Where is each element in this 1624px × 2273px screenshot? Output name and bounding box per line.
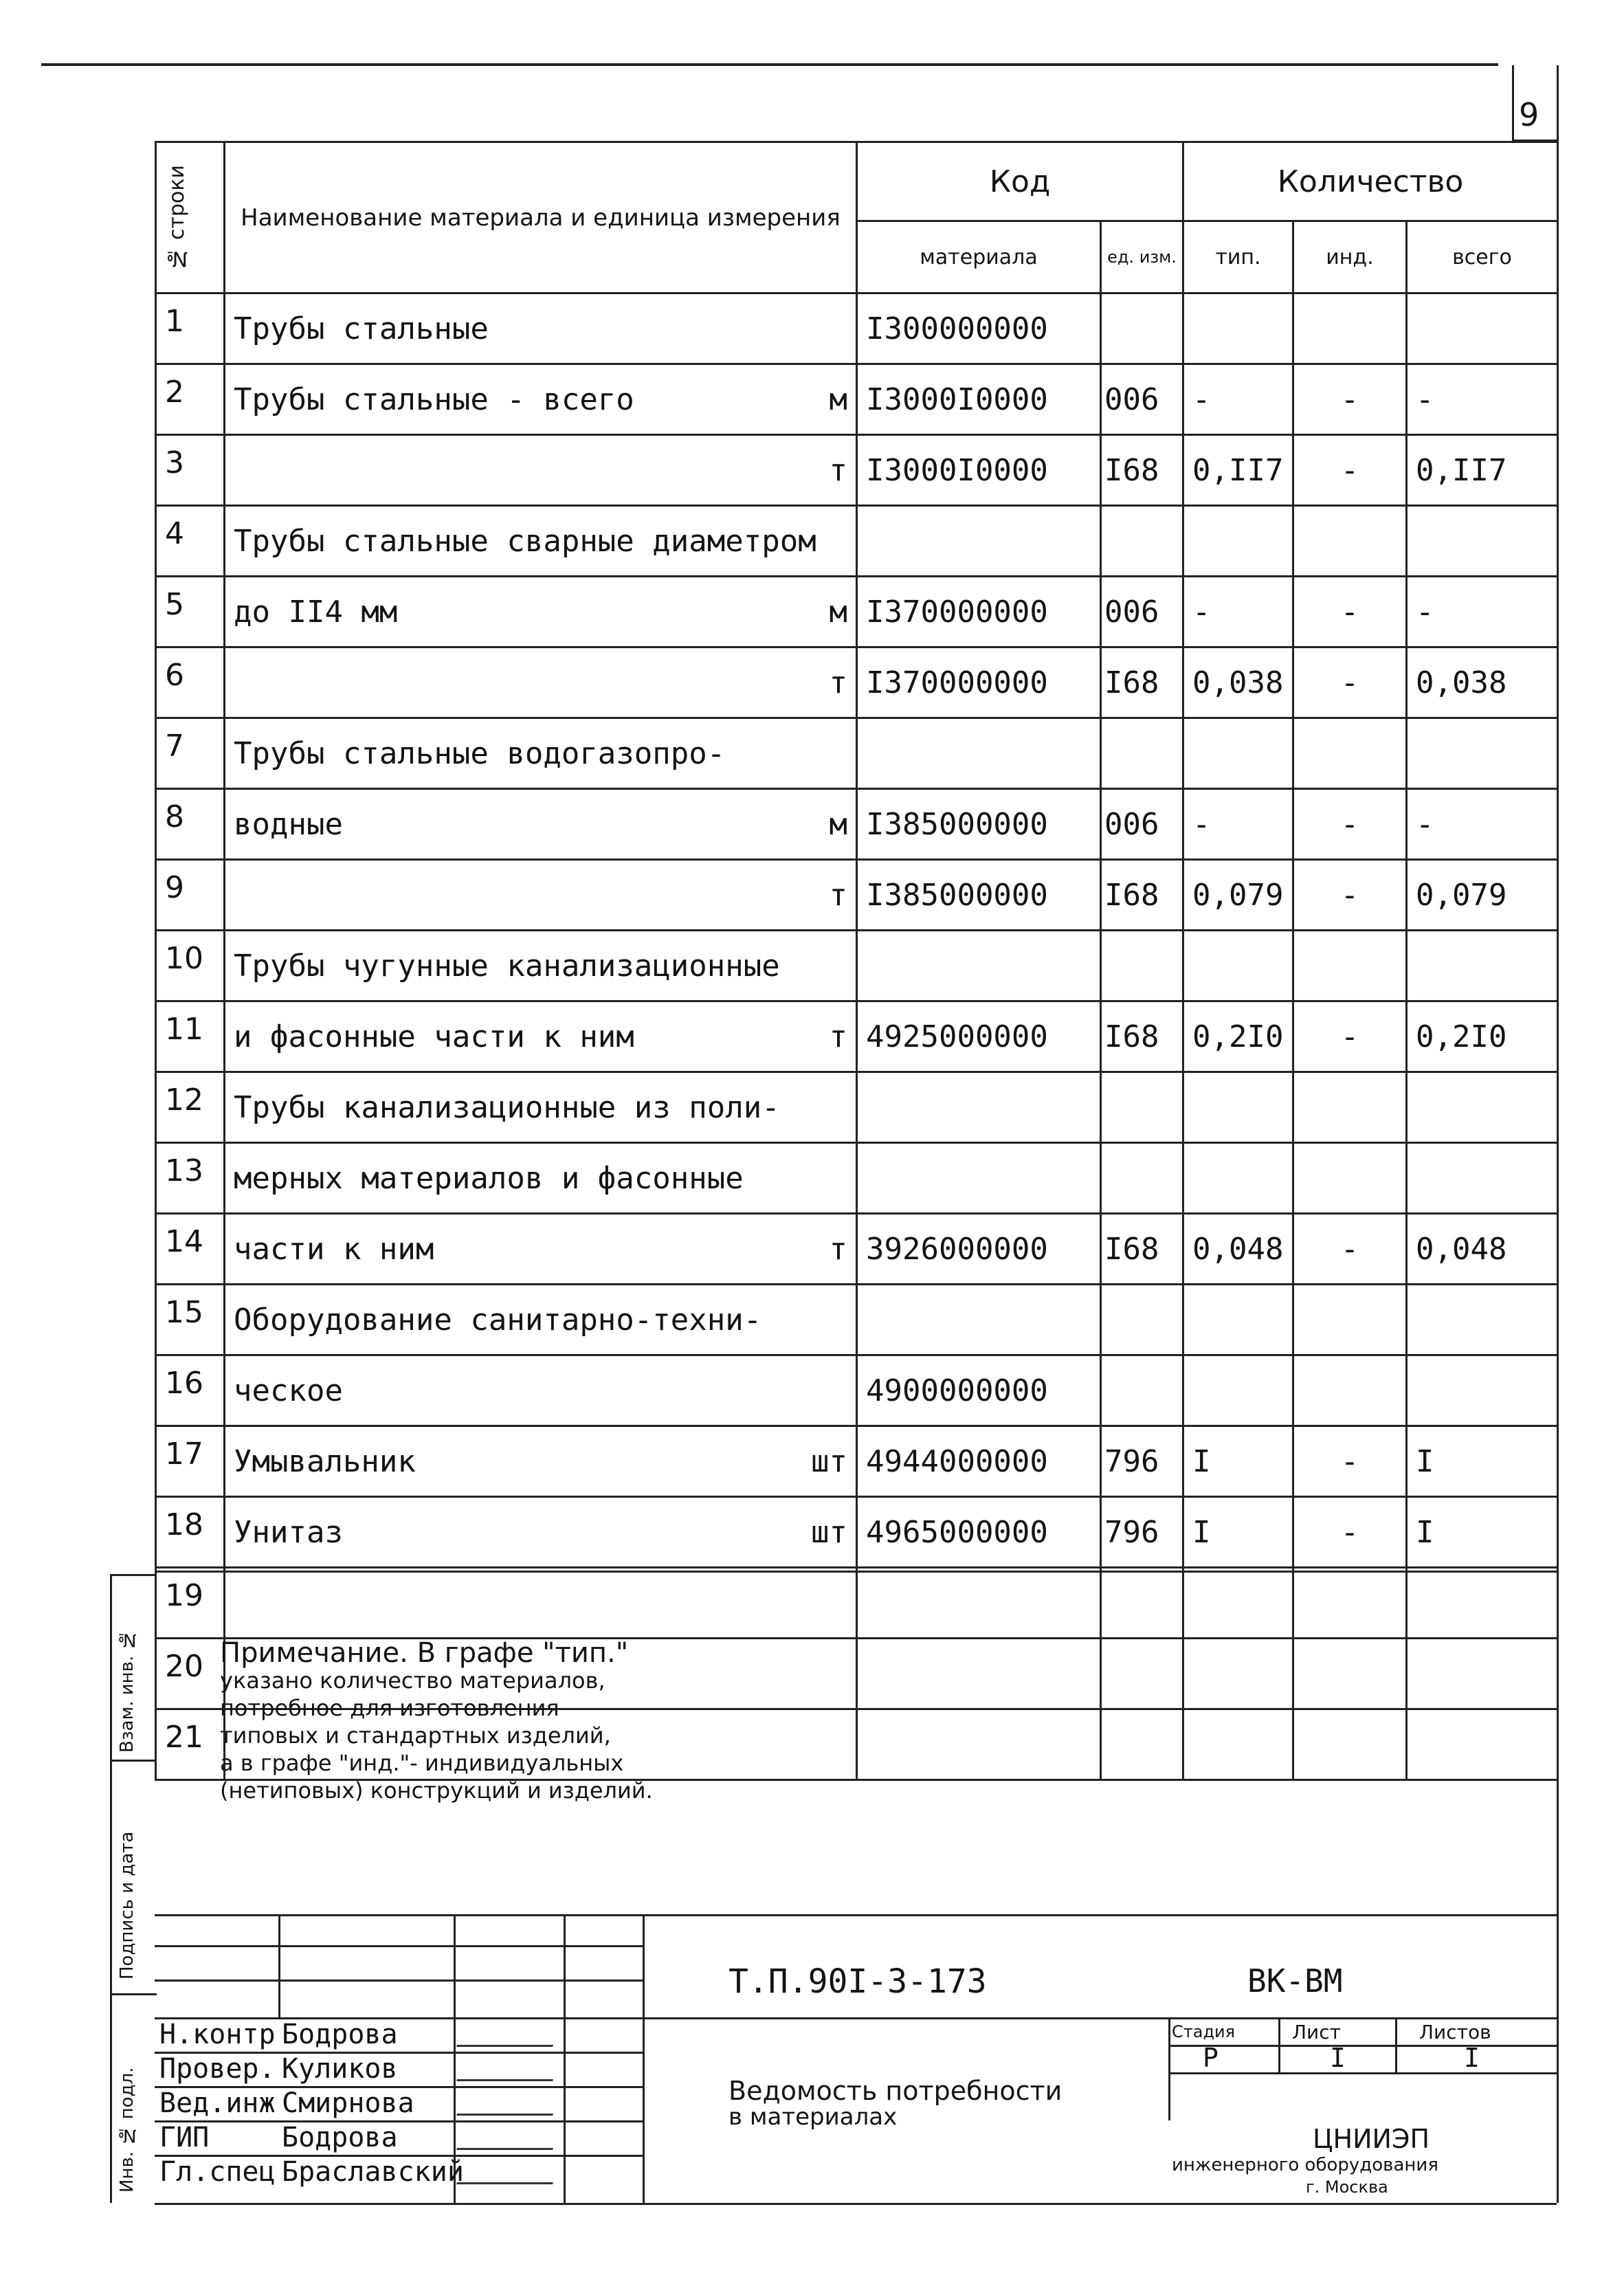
qty-typ	[1183, 506, 1293, 577]
table-row	[156, 860, 1558, 931]
side-strip-divider	[110, 1574, 157, 1576]
side-strip-divider	[110, 1760, 157, 1762]
table-row	[156, 1214, 1558, 1285]
material-name	[225, 1568, 857, 1639]
material-code: I300000000	[857, 293, 1101, 364]
qty-typ: -	[1183, 364, 1293, 435]
doc-title-line2: в материалах	[728, 2103, 898, 2131]
unit-code: 006	[1101, 577, 1183, 647]
material-code	[857, 1072, 1101, 1143]
header-qty-total: всего	[1407, 221, 1558, 293]
role-label: Провер.	[159, 2053, 276, 2085]
title-block-col	[278, 1914, 280, 2017]
material-name	[225, 1285, 857, 1355]
material-name	[225, 860, 857, 931]
table-row	[156, 931, 1558, 1001]
title-block-rule	[1168, 2072, 1557, 2074]
material-code	[857, 1143, 1101, 1214]
row-number: 13	[156, 1143, 225, 1214]
material-name	[225, 364, 857, 435]
unit-code: I68	[1101, 435, 1183, 506]
material-name	[225, 1214, 857, 1285]
note-text: Примечание. В графе "тип." указано количество материалов, потребное для изготовления типовых и стандартных изделий, а в графе "инд."- индивидуальных (нетиповых) конструкций и изделий.	[220, 1637, 653, 1804]
row-number: 9	[156, 860, 225, 931]
unit-code: I68	[1101, 860, 1183, 931]
material-code	[857, 1285, 1101, 1355]
row-number: 21	[156, 1709, 225, 1780]
role-person: Смирнова	[282, 2087, 414, 2119]
qty-ind: -	[1293, 1426, 1407, 1497]
org-city: г. Москва	[1306, 2177, 1388, 2197]
unit-code	[1101, 931, 1183, 1001]
table-row	[156, 364, 1558, 435]
material-code: 4900000000	[857, 1355, 1101, 1426]
row-number: 14	[156, 1214, 225, 1285]
material-name	[225, 577, 857, 647]
material-name-text: мерных материалов и фасонные	[234, 1160, 744, 1196]
side-label-podpis: Подпись и дата	[117, 1831, 137, 1980]
qty-typ	[1183, 931, 1293, 1001]
signature-mark	[456, 2093, 561, 2116]
row-number: 12	[156, 1072, 225, 1143]
qty-ind	[1293, 293, 1407, 364]
qty-total	[1407, 1285, 1558, 1355]
table-row	[156, 577, 1558, 647]
header-qty-ind: инд.	[1293, 221, 1407, 293]
doc-title-line1: Ведомость потребности	[728, 2076, 1063, 2106]
material-code: I370000000	[857, 647, 1101, 718]
signature-mark	[456, 2127, 561, 2150]
qty-typ: 0,048	[1183, 1214, 1293, 1285]
qty-total	[1407, 1072, 1558, 1143]
materials-table	[155, 141, 1559, 1781]
sheets-value: I	[1464, 2043, 1480, 2073]
header-row-number: № строки	[156, 142, 225, 293]
material-name-text: Трубы канализационные из поли-	[234, 1089, 780, 1125]
row-number: 11	[156, 1001, 225, 1072]
material-unit: м	[829, 381, 847, 417]
role-person: Бодрова	[282, 2019, 398, 2050]
title-block-col	[1168, 2017, 1170, 2120]
stage-value: Р	[1203, 2043, 1219, 2073]
material-unit: т	[829, 665, 847, 700]
material-name-text: Трубы стальные водогазопро-	[234, 735, 726, 771]
side-strip-outer	[110, 1574, 112, 2203]
qty-ind	[1293, 1072, 1407, 1143]
table-row	[156, 1426, 1558, 1497]
qty-ind: -	[1293, 435, 1407, 506]
qty-total: I	[1407, 1426, 1558, 1497]
qty-ind	[1293, 1639, 1407, 1709]
material-code: I370000000	[857, 577, 1101, 647]
header-quantity: Количество	[1183, 142, 1558, 221]
row-number: 18	[156, 1497, 225, 1568]
material-unit: т	[829, 452, 847, 488]
unit-code: 796	[1101, 1497, 1183, 1568]
unit-code: I68	[1101, 1214, 1183, 1285]
header-name: Наименование материала и единица измерения	[225, 142, 857, 293]
row-number: 2	[156, 364, 225, 435]
signature-mark	[456, 2162, 561, 2184]
table-row	[156, 1285, 1558, 1355]
qty-typ	[1183, 1639, 1293, 1709]
qty-total: I	[1407, 1497, 1558, 1568]
material-code: 3926000000	[857, 1214, 1101, 1285]
title-block-rule	[1168, 2045, 1557, 2047]
unit-code: 796	[1101, 1426, 1183, 1497]
role-person: Браславский	[282, 2156, 464, 2188]
top-border-line	[41, 63, 1498, 66]
qty-total	[1407, 718, 1558, 789]
role-person: Куликов	[282, 2053, 398, 2085]
qty-total	[1407, 506, 1558, 577]
qty-total	[1407, 931, 1558, 1001]
row-number: 16	[156, 1355, 225, 1426]
qty-total: 0,2I0	[1407, 1001, 1558, 1072]
unit-code: I68	[1101, 1001, 1183, 1072]
page-number: 9	[1519, 96, 1539, 133]
qty-total: 0,038	[1407, 647, 1558, 718]
qty-typ: 0,079	[1183, 860, 1293, 931]
material-name	[225, 506, 857, 577]
qty-typ	[1183, 1355, 1293, 1426]
material-name-text: Трубы стальные	[234, 311, 489, 346]
material-name	[225, 1426, 857, 1497]
material-name-text: Оборудование санитарно-техни-	[234, 1302, 762, 1338]
row-number: 20	[156, 1639, 225, 1709]
row-number: 7	[156, 718, 225, 789]
material-name-text: части к ним	[234, 1231, 434, 1267]
qty-typ	[1183, 718, 1293, 789]
signature-mark	[456, 2059, 561, 2081]
unit-code	[1101, 1072, 1183, 1143]
qty-typ: -	[1183, 577, 1293, 647]
qty-total: -	[1407, 789, 1558, 860]
qty-ind: -	[1293, 1497, 1407, 1568]
qty-ind: -	[1293, 647, 1407, 718]
unit-code: 006	[1101, 364, 1183, 435]
qty-typ: -	[1183, 789, 1293, 860]
title-block-rule	[155, 1945, 643, 1947]
material-code	[857, 718, 1101, 789]
row-number: 3	[156, 435, 225, 506]
qty-total: -	[1407, 364, 1558, 435]
side-strip-divider	[110, 1993, 157, 1995]
qty-total	[1407, 293, 1558, 364]
qty-ind	[1293, 1143, 1407, 1214]
row-number: 10	[156, 931, 225, 1001]
header-code-unit: ед. изм.	[1101, 221, 1183, 293]
table-row	[156, 718, 1558, 789]
qty-typ	[1183, 1709, 1293, 1780]
qty-ind	[1293, 1709, 1407, 1780]
table-row	[156, 506, 1558, 577]
material-name	[225, 293, 857, 364]
qty-total: -	[1407, 577, 1558, 647]
material-name-text: Трубы стальные - всего	[234, 381, 634, 417]
row-number: 19	[156, 1568, 225, 1639]
material-name	[225, 435, 857, 506]
qty-typ	[1183, 1285, 1293, 1355]
unit-code	[1101, 1568, 1183, 1639]
unit-code	[1101, 1355, 1183, 1426]
material-name-text: ческое	[234, 1373, 343, 1408]
unit-code: I68	[1101, 647, 1183, 718]
title-block-col	[643, 1914, 645, 2203]
table-row	[156, 435, 1558, 506]
role-label: Вед.инж	[159, 2087, 276, 2119]
qty-ind: -	[1293, 364, 1407, 435]
qty-total	[1407, 1143, 1558, 1214]
qty-ind: -	[1293, 577, 1407, 647]
row-number: 17	[156, 1426, 225, 1497]
material-name	[225, 1143, 857, 1214]
table-row	[156, 1497, 1558, 1568]
table-row	[156, 1072, 1558, 1143]
row-number: 15	[156, 1285, 225, 1355]
material-name	[225, 1072, 857, 1143]
material-name-text: Умывальник	[234, 1443, 416, 1479]
material-unit: м	[829, 594, 847, 630]
role-label: Н.контр	[159, 2019, 276, 2050]
qty-ind	[1293, 506, 1407, 577]
side-label-inv: Инв. № подл.	[117, 2067, 137, 2193]
material-name	[225, 718, 857, 789]
material-unit: шт	[811, 1514, 847, 1550]
table-row	[156, 647, 1558, 718]
qty-ind: -	[1293, 789, 1407, 860]
sheet-label: Лист	[1292, 2021, 1341, 2043]
material-code: I385000000	[857, 789, 1101, 860]
unit-code: 006	[1101, 789, 1183, 860]
org-name: ЦНИИЭП	[1313, 2124, 1430, 2154]
qty-ind	[1293, 1355, 1407, 1426]
material-name-text: водные	[234, 806, 343, 842]
sheets-label: Листов	[1419, 2021, 1491, 2043]
qty-typ	[1183, 1568, 1293, 1639]
material-code: I3000I0000	[857, 435, 1101, 506]
qty-ind	[1293, 931, 1407, 1001]
material-unit: т	[829, 877, 847, 913]
qty-ind: -	[1293, 1001, 1407, 1072]
material-code: 4925000000	[857, 1001, 1101, 1072]
stage-label: Стадия	[1172, 2022, 1236, 2041]
material-code: 4944000000	[857, 1426, 1101, 1497]
material-name	[225, 1001, 857, 1072]
role-label: Гл.спец	[159, 2156, 276, 2188]
side-label-vzam: Взам. инв. №	[117, 1629, 137, 1753]
row-number: 4	[156, 506, 225, 577]
signature-mark	[456, 2024, 561, 2047]
qty-total: 0,II7	[1407, 435, 1558, 506]
table-row	[156, 1355, 1558, 1426]
header-code: Код	[857, 142, 1183, 221]
table-row	[156, 1001, 1558, 1072]
material-code: I385000000	[857, 860, 1101, 931]
qty-total	[1407, 1355, 1558, 1426]
material-unit: м	[829, 806, 847, 842]
table-row	[156, 1143, 1558, 1214]
qty-total	[1407, 1639, 1558, 1709]
qty-typ: 0,2I0	[1183, 1001, 1293, 1072]
material-name	[225, 1497, 857, 1568]
material-name	[225, 789, 857, 860]
material-name	[225, 1355, 857, 1426]
title-block-rule	[155, 1980, 643, 1982]
row-number: 5	[156, 577, 225, 647]
doc-code: Т.П.90I-3-173	[728, 1962, 987, 2001]
title-block-rule	[155, 2120, 643, 2122]
header-qty-typ: тип.	[1183, 221, 1293, 293]
org-subtitle: инженерного оборудования	[1172, 2155, 1438, 2175]
qty-total	[1407, 1709, 1558, 1780]
material-unit: т	[829, 1231, 847, 1267]
qty-total: 0,079	[1407, 860, 1558, 931]
material-name-text: Трубы чугунные канализационные	[234, 948, 780, 984]
material-code: 4965000000	[857, 1497, 1101, 1568]
material-code	[857, 506, 1101, 577]
qty-ind	[1293, 718, 1407, 789]
table-row	[156, 1568, 1558, 1639]
role-label: ГИП	[159, 2122, 210, 2153]
material-name	[225, 647, 857, 718]
material-code	[857, 1568, 1101, 1639]
title-block-top	[155, 1914, 1557, 1916]
material-name-text: Трубы стальные сварные диаметром	[234, 523, 816, 559]
qty-typ: 0,038	[1183, 647, 1293, 718]
unit-code	[1101, 1285, 1183, 1355]
qty-total: 0,048	[1407, 1214, 1558, 1285]
material-name-text: до II4 мм	[234, 594, 398, 630]
title-block-col	[564, 1914, 566, 2203]
qty-typ	[1183, 293, 1293, 364]
header-code-material: материала	[857, 221, 1101, 293]
qty-ind	[1293, 1285, 1407, 1355]
table-row	[156, 789, 1558, 860]
role-person: Бодрова	[282, 2122, 398, 2153]
qty-typ: I	[1183, 1497, 1293, 1568]
qty-typ	[1183, 1072, 1293, 1143]
material-name-text: и фасонные части к ним	[234, 1019, 634, 1054]
unit-code	[1101, 718, 1183, 789]
row-number: 1	[156, 293, 225, 364]
material-code	[857, 931, 1101, 1001]
qty-ind: -	[1293, 860, 1407, 931]
row-number: 8	[156, 789, 225, 860]
row-number: 6	[156, 647, 225, 718]
material-code: I3000I0000	[857, 364, 1101, 435]
unit-code	[1101, 293, 1183, 364]
qty-typ: I	[1183, 1426, 1293, 1497]
qty-ind: -	[1293, 1214, 1407, 1285]
qty-typ	[1183, 1143, 1293, 1214]
material-name	[225, 931, 857, 1001]
doc-mark: ВК-ВМ	[1247, 1962, 1343, 1999]
sheet-value: I	[1330, 2043, 1346, 2073]
title-block-bottom	[155, 2203, 1557, 2205]
table-bottom-line	[155, 1571, 1557, 1573]
qty-total	[1407, 1568, 1558, 1639]
unit-code	[1101, 1143, 1183, 1214]
qty-typ: 0,II7	[1183, 435, 1293, 506]
material-unit: т	[829, 1019, 847, 1054]
material-unit: шт	[811, 1443, 847, 1479]
material-name-text: Унитаз	[234, 1514, 343, 1550]
table-row	[156, 293, 1558, 364]
unit-code	[1101, 506, 1183, 577]
qty-ind	[1293, 1568, 1407, 1639]
page-number-divider	[1512, 65, 1514, 141]
